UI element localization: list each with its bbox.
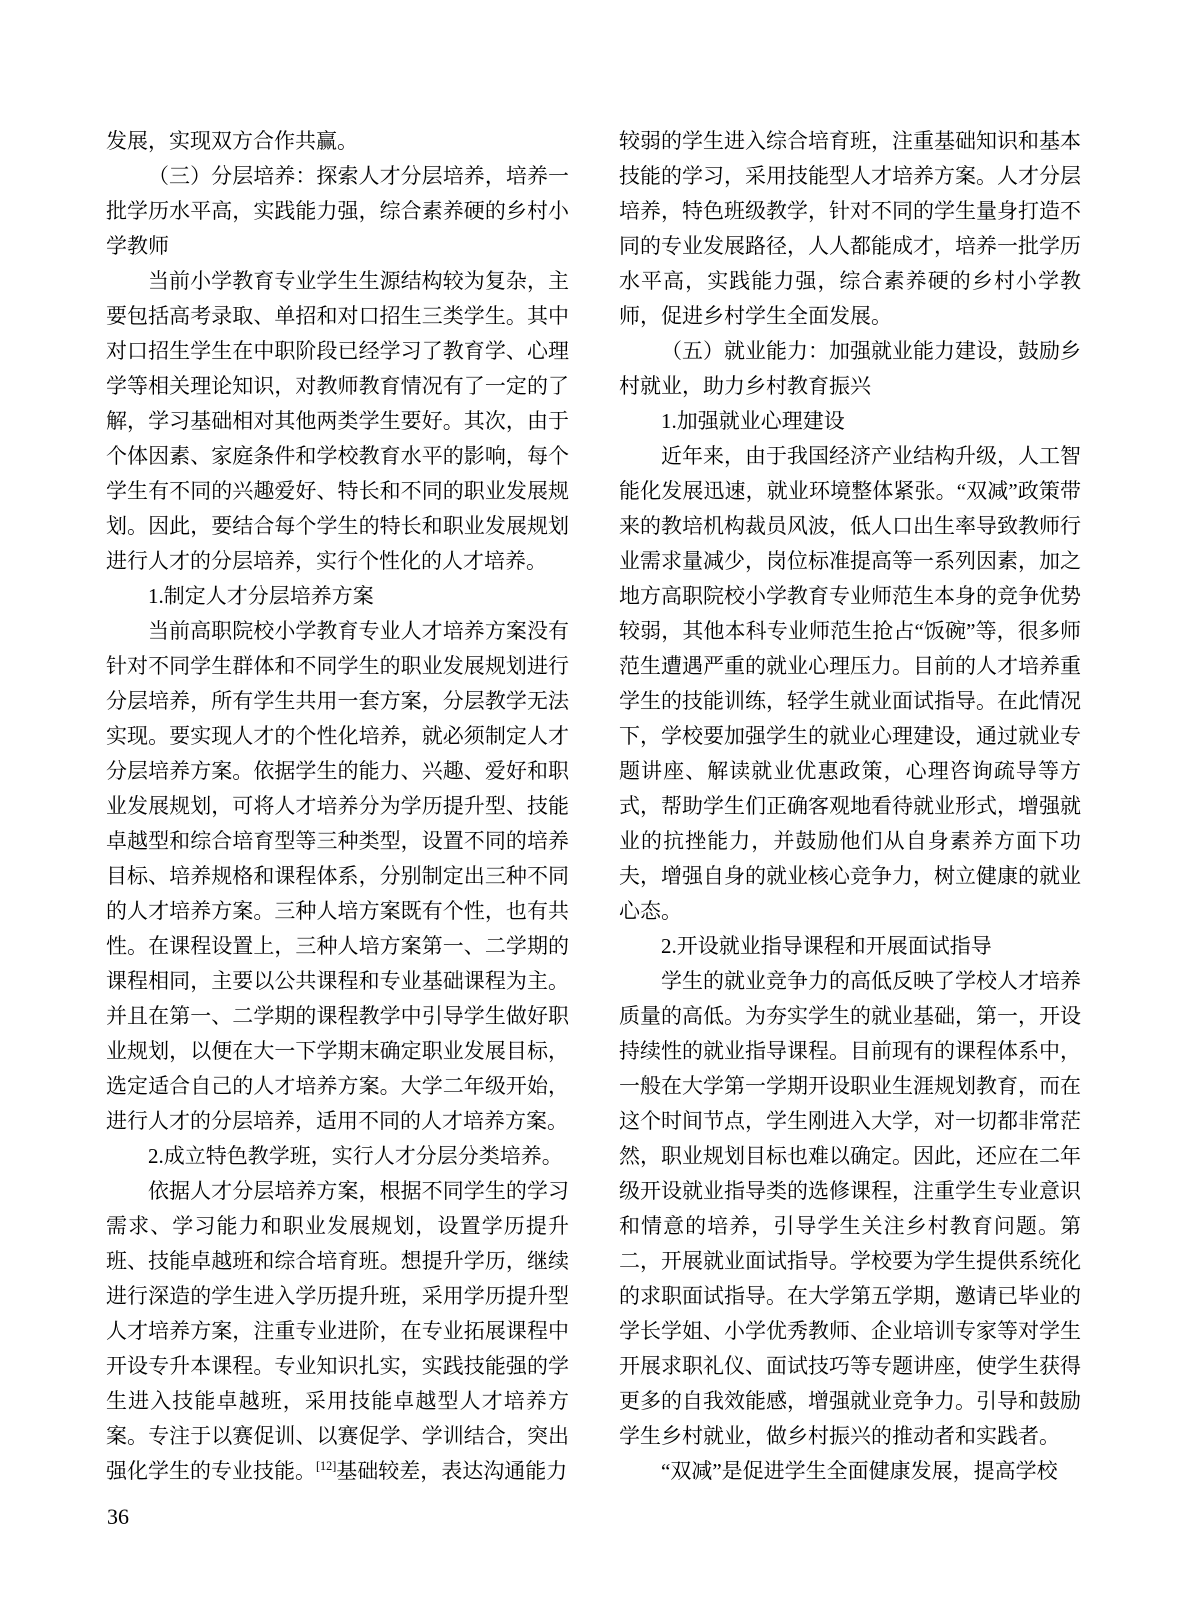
paragraph: “双减”是促进学生全面健康发展，提高学校 bbox=[661, 1459, 1058, 1483]
paragraph: 当前高职院校小学教育专业人才培养方案没有针对不同学生群体和不同学生的职业发展规划进行分层培养，所有学生共用一套方案，分层教学无法实现。要实现人才的个性化培养，就必须制定人才分层培养方案。依据学生的能力、兴趣、爱好和职业发展规划，可将人才培养分为学历提升型、技能卓越型和综合培育型等三种类型，设置不同的培养目标、培养规格和课程体系，分别制定出三种不同的人才培养方案。三种人培方案既有个性，也有共性。在课程设置上，三种人培方案第一、二学期的课程相同，主要以公共课程和专业基础课程为主。并且在第一、二学期的课程教学中引导学生做好职业规划，以便在大一下学期末确定职业发展目标，选定适合自己的人才培养方案。大学二年级开始，进行人才的分层培养，适用不同的人才培养方案。 bbox=[106, 619, 569, 1133]
left-column bbox=[106, 124, 569, 1489]
paragraph-text: 依据人才分层培养方案，根据不同学生的学习需求、学习能力和职业发展规划，设置学历提升班、技能卓越班和综合培育班。想提升学历，继续进行深造的学生进入学历提升班，采用学历提升型人才培养方案，注重专业进阶，在专业拓展课程中开设专升本课程。专业知识扎实，实践技能强的学生进入技能卓越班，采用技能卓越型人才培养方案。专注于以赛促训、以赛促学、学训结合，突出强化学生的专业技能。 bbox=[106, 1179, 569, 1483]
paragraph-text: 基础较差，表达沟通能力 bbox=[336, 1459, 568, 1483]
section-heading: （三）分层培养：探索人才分层培养，培养一批学历水平高，实践能力强，综合素养硬的乡村小学教师 bbox=[106, 164, 569, 258]
subsection-heading: 2.成立特色教学班，实行人才分层分类培养。 bbox=[148, 1144, 563, 1168]
paragraph: 学生的就业竞争力的高低反映了学校人才培养质量的高低。为夯实学生的就业基础，第一，开设持续性的就业指导课程。目前现有的课程体系中，一般在大学第一学期开设职业生涯规划教育，而在这个时间节点，学生刚进入大学，对一切都非常茫然，职业规划目标也难以确定。因此，还应在二年级开设就业指导类的选修课程，注重学生专业意识和情意的培养，引导学生关注乡村教育问题。第二，开展就业面试指导。学校要为学生提供系统化的求职面试指导。在大学第五学期，邀请已毕业的学长学姐、小学优秀教师、企业培训专家等对学生开展求职礼仪、面试技巧等专题讲座，使学生获得更多的自我效能感，增强就业竞争力。引导和鼓励学生乡村就业，做乡村振兴的推动者和实践者。 bbox=[619, 969, 1081, 1448]
subsection-heading: 1.加强就业心理建设 bbox=[661, 409, 845, 433]
paragraph bbox=[106, 1174, 569, 1489]
subsection-heading: 1.制定人才分层培养方案 bbox=[148, 584, 374, 608]
subsection-heading: 2.开设就业指导课程和开展面试指导 bbox=[661, 934, 992, 958]
page-number: 36 bbox=[107, 1504, 129, 1529]
paragraph-continuation: 较弱的学生进入综合培育班，注重基础知识和基本技能的学习，采用技能型人才培养方案。人才分层培养，特色班级教学，针对不同的学生量身打造不同的专业发展路径，人人都能成才，培养一批学历水平高，实践能力强，综合素养硬的乡村小学教师，促进乡村学生全面发展。 bbox=[619, 129, 1081, 328]
paragraph: 近年来，由于我国经济产业结构升级，人工智能化发展迅速，就业环境整体紧张。“双减”政策带来的教培机构裁员风波，低人口出生率导致教师行业需求量减少，岗位标准提高等一系列因素，加之地方高职院校小学教育专业师范生本身的竞争优势较弱，其他本科专业师范生抢占“饭碗”等，很多师范生遭遇严重的就业心理压力。目前的人才培养重学生的技能训练，轻学生就业面试指导。在此情况下，学校要加强学生的就业心理建设，通过就业专题讲座、解读就业优惠政策，心理咨询疏导等方式，帮助学生们正确客观地看待就业形式，增强就业的抗挫能力，并鼓励他们从自身素养方面下功夫，增强自身的就业核心竞争力，树立健康的就业心态。 bbox=[619, 444, 1081, 923]
right-column bbox=[619, 124, 1081, 1489]
paragraph-continuation: 发展，实现双方合作共赢。 bbox=[106, 129, 358, 153]
section-heading: （五）就业能力：加强就业能力建设，鼓励乡村就业，助力乡村教育振兴 bbox=[619, 339, 1081, 398]
paragraph: 当前小学教育专业学生生源结构较为复杂，主要包括高考录取、单招和对口招生三类学生。其中对口招生学生在中职阶段已经学习了教育学、心理学等相关理论知识，对教师教育情况有了一定的了解，学习基础相对其他两类学生要好。其次，由于个体因素、家庭条件和学校教育水平的影响，每个学生有不同的兴趣爱好、特长和不同的职业发展规划。因此，要结合每个学生的特长和职业发展规划进行人才的分层培养，实行个性化的人才培养。 bbox=[106, 269, 569, 573]
citation-ref-12: [12] bbox=[316, 1459, 337, 1473]
